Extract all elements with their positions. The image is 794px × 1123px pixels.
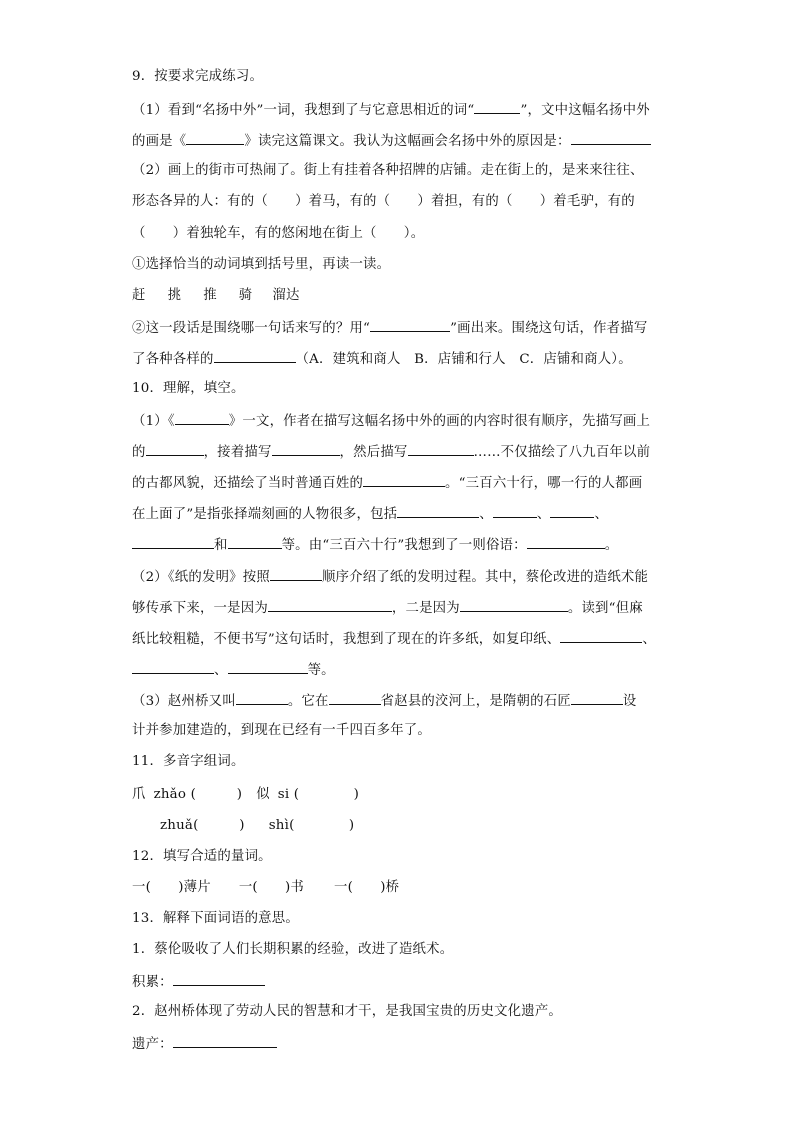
q10-text: 顺序介绍了纸的发明过程。其中，蔡伦改进的造纸术能	[321, 570, 649, 585]
q13-word-2	[132, 1033, 277, 1053]
q10-line-6	[132, 566, 648, 586]
answer-blank[interactable]	[132, 534, 214, 549]
q10-line-5	[132, 534, 618, 554]
question-10-title: 10．理解，填空。	[132, 381, 245, 396]
answer-blank[interactable]	[571, 130, 651, 145]
answer-blank[interactable]	[268, 597, 392, 612]
q10-text: 、	[642, 632, 656, 647]
q13-sentence-1: 1．蔡伦吸收了人们长期积累的经验，改进了造纸术。	[132, 942, 454, 957]
answer-blank[interactable]	[186, 130, 244, 145]
answer-blank[interactable]	[397, 503, 479, 518]
q9-line-3: （2）画上的街市可热闹了。街上有挂着各种招牌的店铺。走在街上的，是来来往往、	[132, 163, 644, 178]
answer-blank[interactable]	[236, 690, 288, 705]
q9-line-4: 形态各异的人：有的（ ）着马，有的（ ）着担，有的（ ）着毛驴，有的	[132, 194, 635, 209]
answer-blank[interactable]	[329, 690, 381, 705]
q10-text: 、	[479, 507, 493, 522]
verb-option: 骑	[238, 288, 253, 303]
q13-text: 遗产：	[132, 1037, 173, 1052]
answer-blank[interactable]	[173, 1033, 277, 1048]
q10-text: 等。	[307, 663, 335, 678]
measure-word-item[interactable]: 一( )桥	[334, 880, 400, 895]
answer-blank[interactable]	[460, 597, 568, 612]
answer-blank[interactable]	[228, 534, 282, 549]
q13-word-1	[132, 971, 265, 991]
q9-line-6: ①选择恰当的动词填到括号里，再读一读。	[132, 257, 391, 272]
measure-word-item[interactable]: 一( )书	[238, 880, 305, 895]
q10-text: 的古都风貌，还描绘了当时普通百姓的	[132, 476, 364, 491]
answer-blank[interactable]	[474, 99, 520, 114]
q10-line-7	[132, 597, 643, 617]
q10-text: 和	[214, 538, 228, 553]
q10-line-11: 计并参加建造的，到现在已经有一千四百多年了。	[132, 723, 431, 738]
answer-blank[interactable]	[270, 566, 322, 581]
q10-text: 》一文，作者在描写这幅名扬中外的画的内容时很有顺序，先描写画上	[228, 414, 651, 429]
q10-text: 、	[536, 507, 551, 522]
question-11-title: 11．多音字组词。	[132, 754, 245, 769]
q10-text: 。“三百六十行，哪一行的人都画	[445, 476, 643, 491]
question-9-title: 9．按要求完成练习。	[132, 69, 264, 84]
q9-text: ”画出来。围绕这句话，作者描写	[450, 321, 648, 336]
q10-text: 等。由“三百六十行”我想到了一则俗语：	[281, 538, 527, 553]
q10-text: ……不仅描绘了八九百年以前	[473, 445, 651, 460]
answer-blank[interactable]	[175, 410, 229, 425]
q11-row-2	[160, 816, 354, 836]
polyphone-char: 似	[256, 787, 270, 802]
q11-row-1	[132, 785, 359, 805]
question-12-title: 12．填写合适的量词。	[132, 849, 272, 864]
q10-line-8	[132, 628, 656, 648]
q10-line-2	[132, 441, 650, 461]
q9-text: （A．建筑和商人 B．店铺和行人 C．店铺和商人）。	[295, 352, 632, 367]
q13-sentence-2: 2．赵州桥体现了劳动人民的智慧和才干，是我国宝贵的历史文化遗产。	[132, 1004, 563, 1019]
verb-option: 挑	[167, 288, 182, 303]
answer-blank[interactable]	[571, 690, 623, 705]
q9-line-8	[132, 317, 647, 337]
q10-text: （1）《	[132, 414, 175, 429]
verb-option: 溜达	[272, 288, 300, 303]
polyphone-char: 爪	[132, 787, 146, 802]
q10-line-3	[132, 472, 642, 492]
answer-blank[interactable]	[408, 441, 474, 456]
q9-text: （1）看到“名扬中外”一词，我想到了与它意思相近的词“	[132, 103, 475, 118]
pinyin-answer[interactable]: shì( )	[268, 818, 355, 833]
q9-line-9	[132, 348, 632, 368]
q9-text: 》读完这篇课文。我认为这幅画会名扬中外的原因是：	[244, 134, 571, 149]
verb-option: 赶	[132, 288, 146, 303]
q10-text: 。	[604, 538, 619, 553]
q9-line-1	[132, 99, 650, 119]
answer-blank[interactable]	[214, 348, 296, 363]
answer-blank[interactable]	[173, 971, 265, 986]
q13-text: 积累：	[132, 975, 173, 990]
answer-blank[interactable]	[363, 472, 445, 487]
q10-text: 。读到“但麻	[567, 601, 643, 616]
q10-text: 够传承下来，一是因为	[132, 601, 268, 616]
q9-text: 的画是《	[132, 134, 187, 149]
q12-items	[132, 878, 399, 898]
q10-text: （3）赵州桥又叫	[132, 694, 236, 709]
answer-blank[interactable]	[370, 317, 450, 332]
q9-text: ②这一段话是围绕哪一句话来写的？用“	[132, 321, 371, 336]
q9-text: 了各种各样的	[132, 352, 214, 367]
answer-blank[interactable]	[132, 659, 214, 674]
answer-blank[interactable]	[272, 441, 340, 456]
pinyin-answer[interactable]: zhuǎ( )	[160, 818, 245, 833]
q10-text: 、	[214, 663, 228, 678]
q10-line-10	[132, 690, 637, 710]
q10-text: 的	[132, 445, 146, 460]
q9-line-5: （ ）着独轮车，有的悠闲地在街上（ ）。	[132, 226, 425, 241]
q10-text: 。它在	[287, 694, 329, 709]
q10-text: ，二是因为	[391, 601, 460, 616]
pinyin-answer[interactable]: si ( )	[277, 787, 360, 802]
q10-text: ，然后描写	[339, 445, 408, 460]
q10-line-4	[132, 503, 608, 523]
q10-text: 省赵县的洨河上，是隋朝的石匠	[380, 694, 571, 709]
q9-text: ”，文中这幅名扬中外	[520, 103, 650, 118]
answer-blank[interactable]	[560, 628, 642, 643]
verb-options	[132, 286, 300, 306]
question-13-title: 13．解释下面词语的意思。	[132, 911, 299, 926]
answer-blank[interactable]	[493, 503, 537, 518]
q10-text: 在上面了”是指张择端刻画的人物很多，包括	[132, 507, 398, 522]
q10-text: ，接着描写	[203, 445, 272, 460]
measure-word-item[interactable]: 一( )薄片	[132, 880, 211, 895]
q10-text: 、	[594, 507, 609, 522]
verb-option: 推	[203, 288, 217, 303]
q10-line-1	[132, 410, 650, 430]
q9-line-2	[132, 130, 651, 150]
q10-text: 纸比较粗糙，不便书写”这句话时，我想到了现在的许多纸，如复印纸、	[132, 632, 561, 647]
pinyin-answer[interactable]: zhǎo ( )	[153, 787, 243, 802]
q10-text: 设	[622, 694, 637, 709]
answer-blank[interactable]	[550, 503, 594, 518]
answer-blank[interactable]	[527, 534, 605, 549]
answer-blank[interactable]	[228, 659, 308, 674]
answer-blank[interactable]	[146, 441, 204, 456]
q10-text: （2）《纸的发明》按照	[132, 570, 270, 585]
q10-line-9	[132, 659, 335, 679]
